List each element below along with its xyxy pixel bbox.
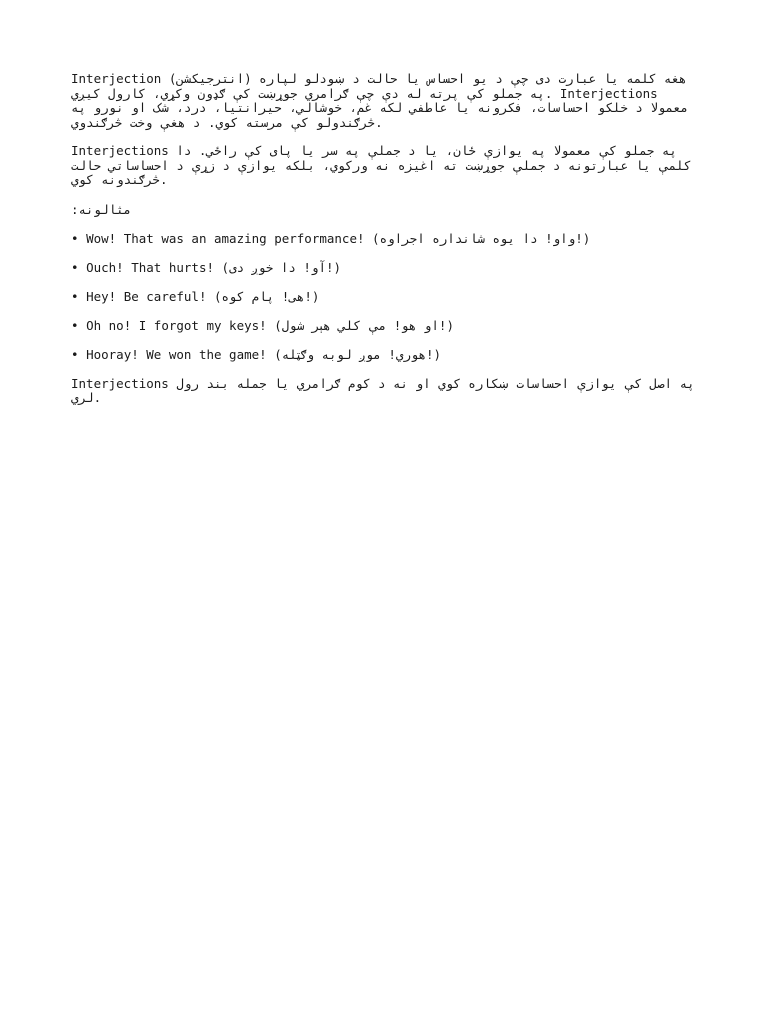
examples-label: مثالونه: <box>71 201 132 217</box>
item-gap <box>71 304 701 319</box>
example-text: Oh no! I forgot my keys! (او هو! مې کلي هېر شول!) <box>86 317 454 333</box>
paragraph-gap <box>71 217 701 232</box>
item-gap <box>71 246 701 261</box>
example-item-5 <box>71 348 701 363</box>
paragraph-gap <box>71 188 701 202</box>
example-item-1 <box>71 232 701 247</box>
usage-paragraph: Interjections په جملو کې معمولا په يوازې ځان، يا د جملې په سر يا پای کې راځي. دا کلمې يا عبارتونه د جملې جوړښت ته اغيزه نه ورکوي، بلکه يوازې د زړې د احساساتي حالت څرګندونه کوي. <box>71 143 699 187</box>
closing-paragraph: Interjections په اصل کې يوازې احساسات ښکاره کوي او نه د کوم ګرامري يا جمله بند رول لري. <box>71 375 703 405</box>
bullet-icon: • <box>71 230 79 246</box>
paragraph-gap <box>71 362 701 377</box>
paragraph-gap <box>71 130 701 144</box>
example-text: Hey! Be careful! (هی! پام کوه!) <box>86 288 320 304</box>
bullet-icon: • <box>71 346 79 362</box>
intro-paragraph: Interjection (انترجيکشن) هغه کلمه يا عبارت دی چې د يو احساس يا حالت د ښودلو لپاره په جملو کې پرته له دې چې ګرامري جوړښت کې ګډون وکړي، کارول کيږي. Interjections معمولا د خلکو احساسات، فکرونه يا عاطفي لکه غم، خوشالي، حيرانتيا، درد، شک او نورو په څرګندولو کې مرسته کوي. د هغې وخت څرګندوي. <box>71 71 696 130</box>
example-item-4 <box>71 319 701 334</box>
example-text: Hooray! We won the game! (هوري! موږ لوبه وګټله!) <box>86 346 442 362</box>
example-item-3 <box>71 290 701 305</box>
bullet-icon: • <box>71 259 79 275</box>
example-text: Wow! That was an amazing performance! (واو! دا يوه شانداره اجراوه!) <box>86 230 591 246</box>
example-text: Ouch! That hurts! (آو! دا خوږ دی!) <box>86 259 342 275</box>
document-page <box>71 72 701 406</box>
bullet-icon: • <box>71 317 79 333</box>
example-item-2 <box>71 261 701 276</box>
item-gap <box>71 333 701 348</box>
bullet-icon: • <box>71 288 79 304</box>
item-gap <box>71 275 701 290</box>
examples-list <box>71 232 701 363</box>
